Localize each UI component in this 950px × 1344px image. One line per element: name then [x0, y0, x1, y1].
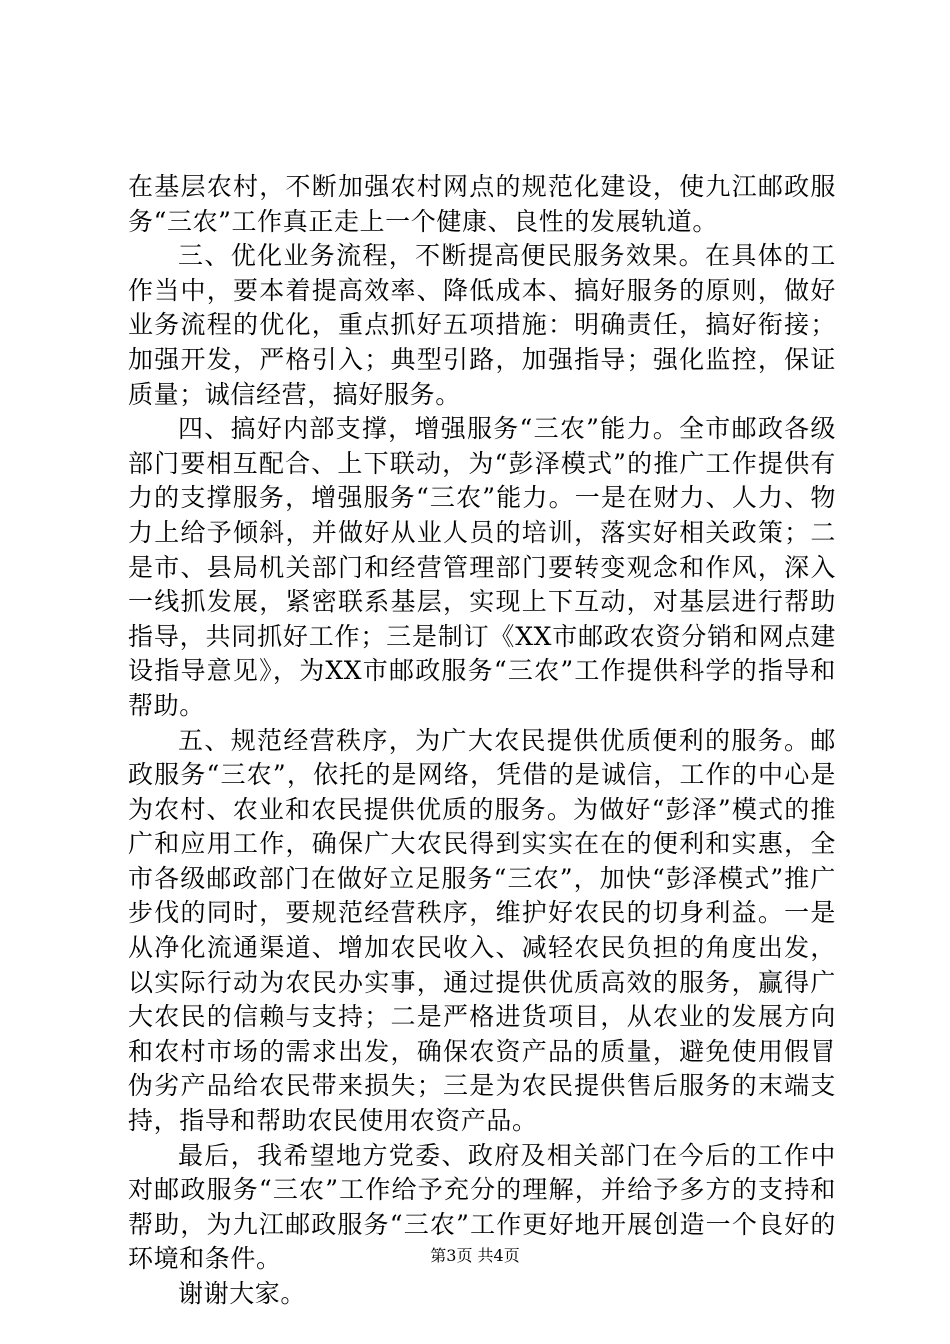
paragraph-section-5: 五、规范经营秩序，为广大农民提供优质便利的服务。邮政服务“三农”，依托的是网络，凭借的是诚信，工作的中心是为农村、农业和农民提供优质的服务。为做好“彭泽”模式的推广和应用工作，确保广大农民得到实实在在的便利和实惠，全市各级邮政部门在做好立足服务“三农”，加快“彭泽模式”推广步伐的同时，要规范经营秩序，维护好农民的切身利益。一是从净化流通渠道、增加农民收入、减轻农民负担的角度出发，以实际行动为农民办实事，通过提供优质高效的服务，赢得广大农民的信赖与支持；二是严格进货项目，从农业的发展方向和农村市场的需求出发，确保农资产品的质量，避免使用假冒伪劣产品给农民带来损失；三是为农民提供售后服务的末端支持，指导和帮助农民使用农资产品。 — [128, 725, 836, 1136]
paragraph-closing: 最后，我希望地方党委、政府及相关部门在今后的工作中对邮政服务“三农”工作给予充分的理解，并给予多方的支持和帮助，为九江邮政服务“三农”工作更好地开展创造一个良好的环境和条件。 — [128, 1140, 836, 1274]
paragraph-continuation: 在基层农村，不断加强农村网点的规范化建设，使九江邮政服务“三农”工作真正走上一个健康、良性的发展轨道。 — [128, 172, 836, 236]
paragraph-section-4: 四、搞好内部支撑，增强服务“三农”能力。全市邮政各级部门要相互配合、上下联动，为“彭泽模式”的推广工作提供有力的支撑服务，增强服务“三农”能力。一是在财力、人力、物力上给予倾斜，并做好从业人员的培训，落实好相关政策；二是市、县局机关部门和经营管理部门要转变观念和作风，深入一线抓发展，紧密联系基层，实现上下互动，对基层进行帮助指导，共同抓好工作；三是制订《XX市邮政农资分销和网点建设指导意见》，为XX市邮政服务“三农”工作提供科学的指导和帮助。 — [128, 414, 836, 720]
paragraph-thanks: 谢谢大家。 — [178, 1279, 307, 1308]
document-body — [128, 170, 836, 1312]
page-footer: 第3页 共4页 — [430, 1246, 520, 1265]
paragraph-section-3: 三、优化业务流程，不断提高便民服务效果。在具体的工作当中，要本着提高效率、降低成本、搞好服务的原则，做好业务流程的优化，重点抓好五项措施：明确责任，搞好衔接；加强开发，严格引入；典型引路，加强指导；强化监控，保证质量；诚信经营，搞好服务。 — [128, 241, 836, 409]
